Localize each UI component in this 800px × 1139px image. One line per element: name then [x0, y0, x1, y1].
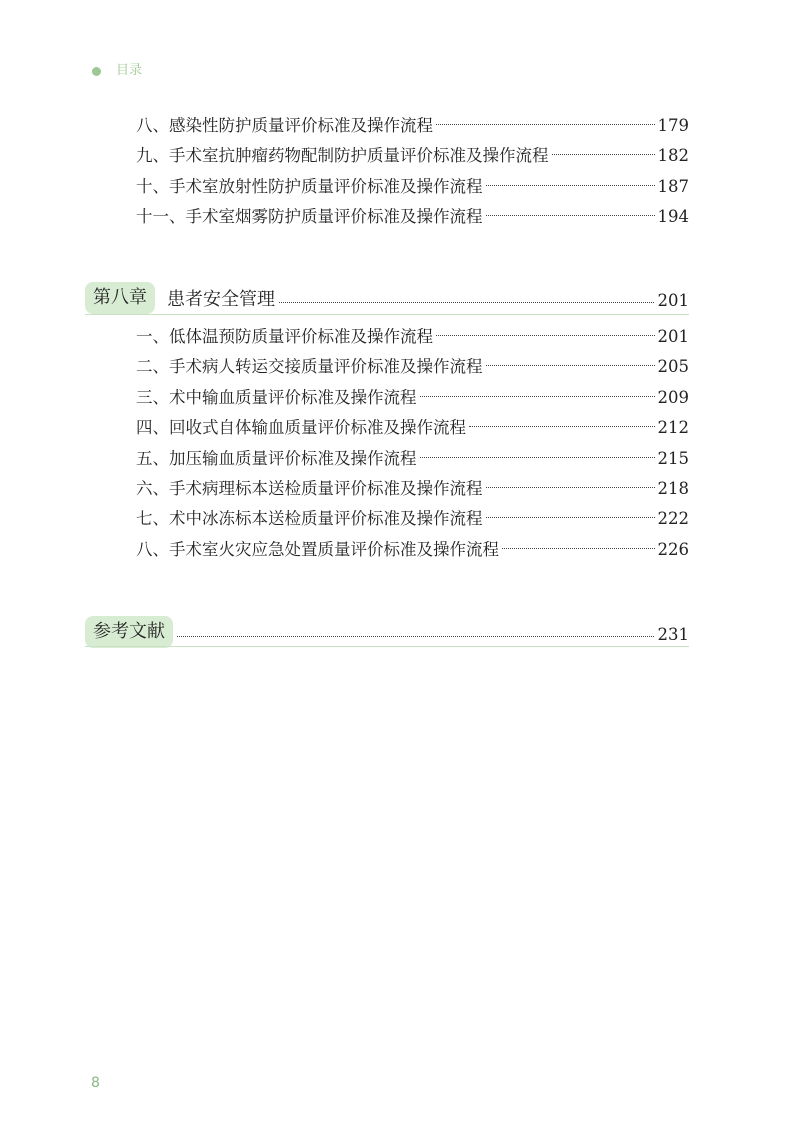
dot-leader	[436, 124, 655, 125]
dot-leader	[469, 426, 655, 427]
references-underline	[85, 646, 689, 647]
dot-leader	[420, 396, 655, 397]
references-heading[interactable]	[85, 616, 689, 648]
toc-entry-title: 二、手术病人转运交接质量评价标准及操作流程	[136, 357, 483, 376]
toc-entry-title: 八、手术室火灾应急处置质量评价标准及操作流程	[136, 540, 499, 559]
chapter-label-pill: 第八章	[85, 282, 155, 314]
dot-leader	[486, 365, 655, 366]
toc-entry-title: 一、低体温预防质量评价标准及操作流程	[136, 327, 433, 346]
toc-entry[interactable]	[136, 144, 689, 168]
dot-leader	[552, 154, 655, 155]
toc-entry-page: 212	[657, 418, 689, 437]
toc-entry-title: 七、术中冰冻标本送检质量评价标准及操作流程	[136, 509, 483, 528]
dot-leader	[486, 487, 655, 488]
dot-leader	[279, 302, 654, 303]
toc-entry-page: 187	[657, 177, 689, 196]
toc-entry[interactable]	[136, 355, 689, 379]
running-head	[92, 62, 142, 80]
references-page: 231	[657, 624, 689, 644]
toc-entry-title: 四、回收式自体输血质量评价标准及操作流程	[136, 418, 466, 437]
toc-entry[interactable]	[136, 175, 689, 199]
toc-entry-page: 205	[657, 357, 689, 376]
toc-entry-title: 十、手术室放射性防护质量评价标准及操作流程	[136, 177, 483, 196]
toc-entry-page: 209	[657, 388, 689, 407]
chapter-underline	[85, 314, 689, 315]
chapter-page: 201	[657, 290, 689, 310]
chapter-title: 患者安全管理	[167, 289, 275, 310]
toc-entry-title: 八、感染性防护质量评价标准及操作流程	[136, 116, 433, 135]
dot-leader	[486, 517, 655, 518]
toc-entry-title: 三、术中输血质量评价标准及操作流程	[136, 388, 417, 407]
toc-entry-page: 179	[657, 116, 689, 135]
toc-entry[interactable]	[136, 114, 689, 138]
references-label-pill: 参考文献	[85, 616, 173, 648]
toc-entry-page: 218	[657, 479, 689, 498]
dot-leader	[420, 457, 655, 458]
toc-entry-title: 十一、手术室烟雾防护质量评价标准及操作流程	[136, 207, 483, 226]
toc-entry-page: 201	[657, 327, 689, 346]
dot-leader	[502, 548, 655, 549]
page-number: 8	[91, 1075, 100, 1091]
dot-leader	[486, 185, 655, 186]
toc-entry[interactable]	[136, 416, 689, 440]
toc-entry-page: 222	[657, 509, 689, 528]
dot-leader	[436, 335, 655, 336]
dot-leader	[177, 636, 654, 637]
toc-entry-title: 九、手术室抗肿瘤药物配制防护质量评价标准及操作流程	[136, 146, 549, 165]
dot-leader	[486, 215, 655, 216]
toc-entry[interactable]	[136, 447, 689, 471]
toc-entry-page: 182	[657, 146, 689, 165]
toc-entry-title: 五、加压输血质量评价标准及操作流程	[136, 449, 417, 468]
toc-entry[interactable]	[136, 477, 689, 501]
toc-entry-page: 194	[657, 207, 689, 226]
toc-entry-title: 六、手术病理标本送检质量评价标准及操作流程	[136, 479, 483, 498]
toc-entry[interactable]	[136, 325, 689, 349]
toc-entry[interactable]	[136, 507, 689, 531]
toc-entry[interactable]	[136, 205, 689, 229]
chapter-heading[interactable]	[85, 282, 689, 314]
green-dot-icon	[92, 67, 101, 76]
toc-entry-page: 215	[657, 449, 689, 468]
toc-entry[interactable]	[136, 538, 689, 562]
toc-entry[interactable]	[136, 386, 689, 410]
toc-entry-page: 226	[657, 540, 689, 559]
running-head-label: 目录	[116, 63, 143, 78]
